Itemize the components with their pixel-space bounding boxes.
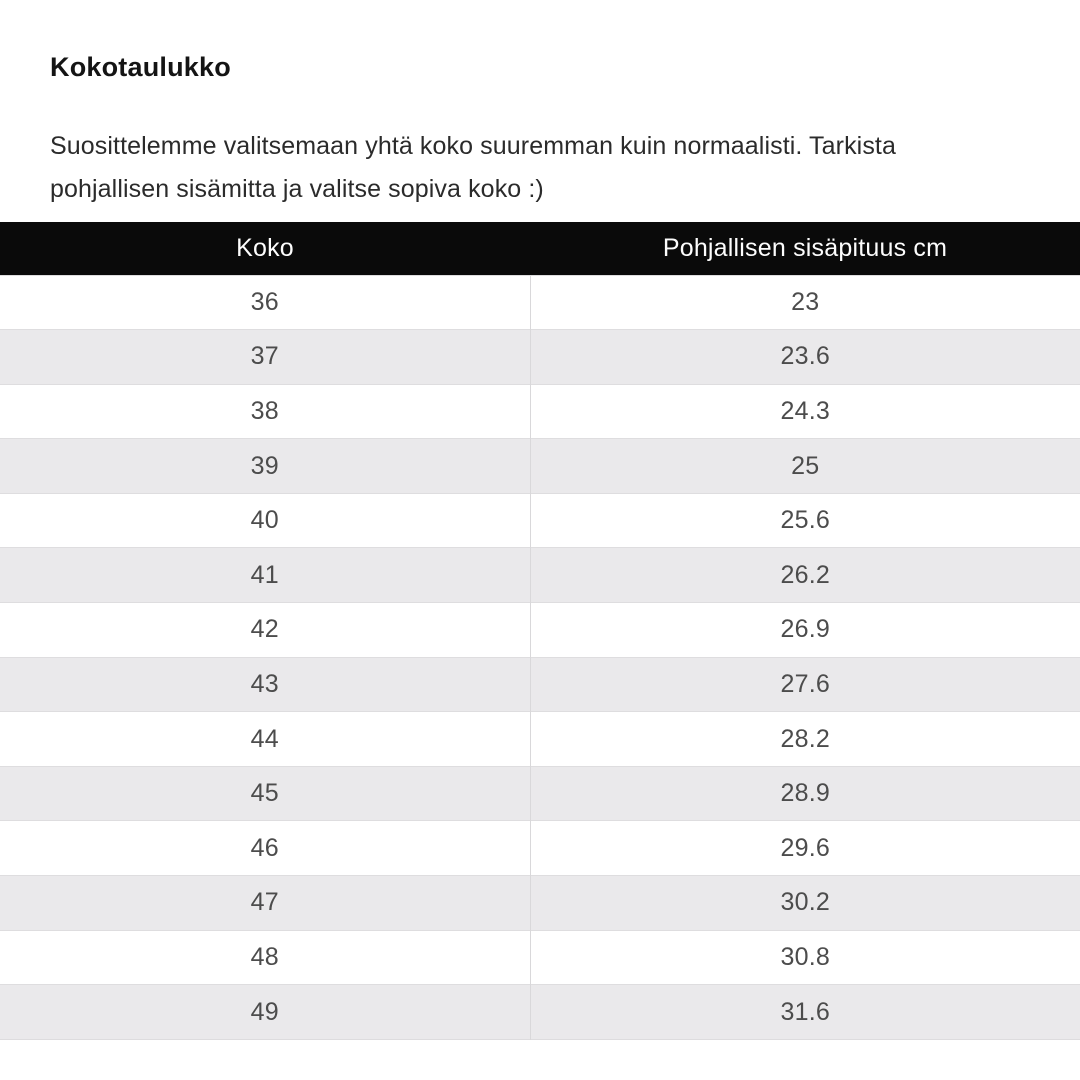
insole-length-cell: 24.3	[530, 384, 1080, 439]
size-advice-text	[50, 125, 1030, 211]
size-table-row	[0, 330, 1080, 385]
size-table-row	[0, 821, 1080, 876]
size-table-row	[0, 384, 1080, 439]
size-table-row	[0, 876, 1080, 931]
size-table	[0, 222, 1080, 1040]
insole-length-cell: 30.2	[530, 876, 1080, 931]
size-table-header-row	[0, 222, 1080, 275]
insole-length-cell: 23.6	[530, 330, 1080, 385]
size-table-body	[0, 275, 1080, 1039]
insole-length-cell: 26.2	[530, 548, 1080, 603]
size-cell: 48	[0, 930, 530, 985]
insole-length-cell: 26.9	[530, 603, 1080, 658]
size-cell: 39	[0, 439, 530, 494]
size-cell: 45	[0, 766, 530, 821]
size-table-row	[0, 657, 1080, 712]
page-title: Kokotaulukko	[50, 52, 231, 82]
insole-length-cell: 25	[530, 439, 1080, 494]
size-table-row	[0, 548, 1080, 603]
size-table-row	[0, 603, 1080, 658]
size-table-row	[0, 493, 1080, 548]
size-cell: 43	[0, 657, 530, 712]
size-advice-line-2: pohjallisen sisämitta ja valitse sopiva koko :)	[50, 175, 544, 203]
size-table-row	[0, 766, 1080, 821]
size-cell: 44	[0, 712, 530, 767]
size-table-row	[0, 712, 1080, 767]
insole-length-cell: 23	[530, 275, 1080, 330]
size-table-row	[0, 930, 1080, 985]
size-column-header: Koko	[0, 222, 530, 275]
size-table-row	[0, 985, 1080, 1040]
insole-length-cell: 27.6	[530, 657, 1080, 712]
insole-length-cell: 25.6	[530, 493, 1080, 548]
size-cell: 46	[0, 821, 530, 876]
insole-length-cell: 28.2	[530, 712, 1080, 767]
insole-length-cell: 28.9	[530, 766, 1080, 821]
size-cell: 36	[0, 275, 530, 330]
size-cell: 40	[0, 493, 530, 548]
size-cell: 41	[0, 548, 530, 603]
size-guide-intro	[0, 0, 1080, 211]
size-table-head	[0, 222, 1080, 275]
size-cell: 37	[0, 330, 530, 385]
size-cell: 47	[0, 876, 530, 931]
size-table-row	[0, 275, 1080, 330]
insole-length-cell: 29.6	[530, 821, 1080, 876]
insole-length-cell: 30.8	[530, 930, 1080, 985]
insole-length-column-header: Pohjallisen sisäpituus cm	[530, 222, 1080, 275]
size-cell: 38	[0, 384, 530, 439]
size-cell: 49	[0, 985, 530, 1040]
insole-length-cell: 31.6	[530, 985, 1080, 1040]
size-cell: 42	[0, 603, 530, 658]
size-advice-line-1: Suosittelemme valitsemaan yhtä koko suuremman kuin normaalisti. Tarkista	[50, 132, 896, 160]
size-table-row	[0, 439, 1080, 494]
